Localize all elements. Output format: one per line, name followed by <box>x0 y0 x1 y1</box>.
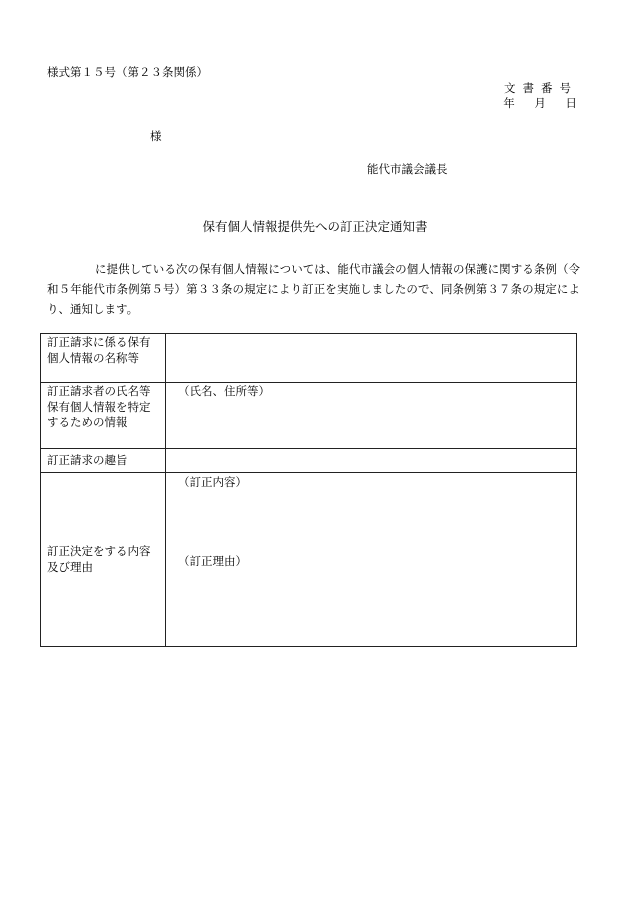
correction-content-label: （訂正内容） <box>178 475 247 489</box>
table-row <box>41 473 577 647</box>
correction-reason-label: （訂正理由） <box>178 554 247 568</box>
issuer-name: 能代市議会議長 <box>367 162 448 176</box>
row-label: 訂正請求に係る保有個人情報の名称等 <box>41 334 166 383</box>
row-value: （氏名、住所等） <box>166 383 577 449</box>
row-value <box>166 449 577 473</box>
table-row <box>41 449 577 473</box>
row-value <box>166 473 577 647</box>
row-value <box>166 334 577 383</box>
info-table <box>40 333 577 647</box>
body-text: に提供している次の保有個人情報については、能代市議会の個人情報の保護に関する条例（令和５年能代市条例第５号）第３３条の規定により訂正を実施しましたので、同条例第３７条の規定により、通知します。 <box>47 262 580 316</box>
document-date-label: 年 月 日 <box>503 96 578 110</box>
table-row <box>41 383 577 449</box>
table-row <box>41 334 577 383</box>
row-label: 訂正決定をする内容及び理由 <box>41 473 166 647</box>
document-number-label: 文書番号 <box>504 81 578 95</box>
row-label: 訂正請求の趣旨 <box>41 449 166 473</box>
form-number: 様式第１５号（第２３条関係） <box>47 65 208 79</box>
row-label: 訂正請求者の氏名等保有個人情報を特定するための情報 <box>41 383 166 449</box>
addressee-honorific: 様 <box>150 129 162 143</box>
document-title: 保有個人情報提供先への訂正決定通知書 <box>202 219 428 234</box>
